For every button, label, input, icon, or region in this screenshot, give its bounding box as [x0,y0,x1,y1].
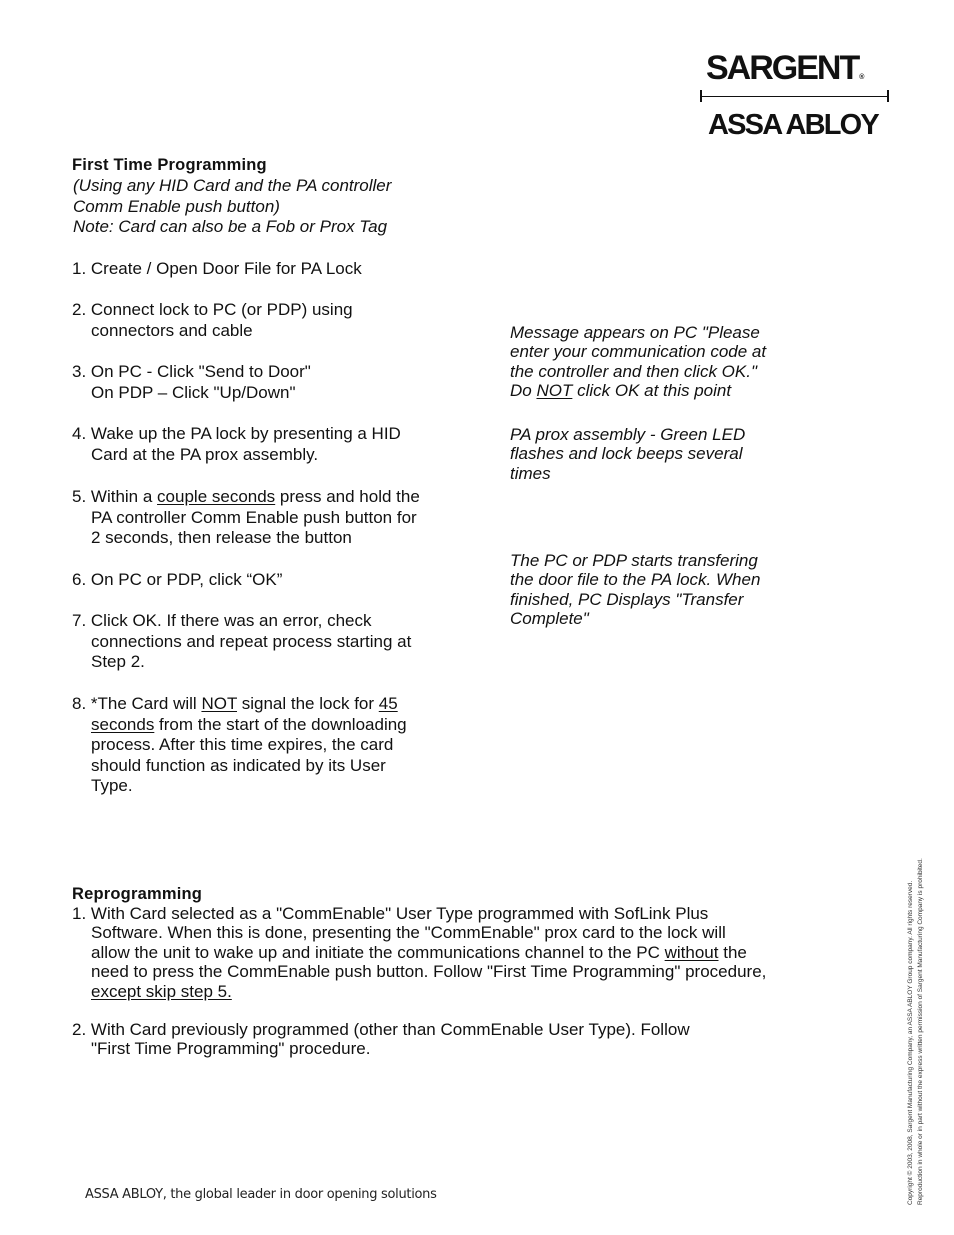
reprogramming-line: 1. With Card selected as a "CommEnable" User Type programmed with SofLink Plus [72,904,709,923]
reprogramming-line: 2. With Card previously programmed (other than CommEnable User Type). Follow [72,1020,690,1039]
note-transfer [510,551,760,628]
note-line: the door file to the PA lock. When [510,570,761,590]
reprogramming-text: allow the unit to wake up and initiate the communications channel to the PC [91,942,665,962]
reprogramming-line: "First Time Programming" procedure. [91,1039,371,1059]
step-5-underlined: couple seconds [157,487,276,506]
reprogramming-line: need to press the CommEnable push button. Follow "First Time Programming" procedure, [91,962,767,982]
note-line: the controller and then click OK." [510,361,757,381]
note-line: enter your communication code at [510,342,767,362]
step-5-line: 2 seconds, then release the button [91,528,352,547]
step-8-text: 8. *The Card will [72,694,202,713]
sargent-logo [706,48,863,88]
note-text: click OK at this point [572,380,732,400]
step-8-underlined: NOT [201,694,238,713]
copyright-line: Reproduction in whole or in part without the express written permission of Sargent Manufacturing Company is prohibited. [917,858,924,1205]
reprogramming-underlined: except skip step 5. [91,981,232,1001]
reprogramming-underlined: without [664,942,719,962]
step-7-line: Step 2. [91,652,145,671]
first-time-heading: First Time Programming [72,156,267,174]
step-8-underlined: seconds [91,714,155,734]
step-6: 6. On PC or PDP, click “OK” [72,570,283,589]
note-line: times [510,463,551,483]
step-1: 1. Create / Open Door File for PA Lock [72,259,362,278]
step-5 [72,487,420,549]
reprogramming-item-2 [72,1020,690,1059]
step-8-line: Type. [91,776,133,795]
footer-tagline: ASSA ABLOY, the global leader in door opening solutions [85,1187,437,1202]
step-3 [72,362,311,403]
sargent-logo-text: SARGENT [706,49,859,87]
reprogramming-text: the [718,942,747,962]
step-2-line: connectors and cable [91,320,253,340]
reprogramming-line [72,982,766,1001]
reprogramming-item-1 [72,904,766,1001]
step-3-line: On PDP – Click "Up/Down" [91,382,296,402]
step-8-line [72,715,407,736]
note-line: Message appears on PC "Please [510,323,760,342]
step-8-line: should function as indicated by its User [91,755,386,775]
subtitle-line: Comm Enable push button) [73,196,280,216]
copyright-line: Copyright © 2003, 2008, Sargent Manufacturing Company, an ASSA ABLOY Group company. All rights reserved. [907,880,914,1205]
step-7 [72,611,411,673]
note-text: Do [510,380,537,400]
step-8-text: from the start of the downloading [154,714,407,734]
step-4 [72,424,401,465]
copyright-notice [906,785,926,1205]
first-time-subtitle [73,176,391,238]
step-8 [72,694,407,797]
step-4-line: Card at the PA prox assembly. [91,444,319,464]
logo-bracket-line [700,96,887,97]
step-2-line: 2. Connect lock to PC (or PDP) using [72,300,353,319]
subtitle-note: Note: Card can also be a Fob or Prox Tag [73,217,388,236]
reprogramming-line: Software. When this is done, presenting the "CommEnable" prox card to the lock will [91,923,726,943]
note-line: flashes and lock beeps several [510,444,743,464]
step-5-text: press and hold the [275,487,420,506]
subtitle-line: (Using any HID Card and the PA controller [73,176,392,195]
note-line [510,381,766,400]
note-line: finished, PC Displays "Transfer [510,589,744,609]
note-line: PA prox assembly - Green LED [510,425,746,444]
step-2 [72,300,353,341]
reprogramming-line [72,943,766,962]
step-4-line: 4. Wake up the PA lock by presenting a HID [72,424,401,443]
note-line: The PC or PDP starts transfering [510,551,758,570]
step-5-line [72,487,420,508]
step-7-line: 7. Click OK. If there was an error, check [72,611,372,630]
note-message [510,323,766,400]
step-7-line: connections and repeat process starting at [91,631,412,651]
registered-mark: ® [859,74,865,81]
note-prox [510,425,745,483]
note-line: Complete" [510,608,589,628]
assa-abloy-logo: ASSA ABLOY [708,109,878,141]
step-8-line: process. After this time expires, the card [91,735,394,754]
note-underlined: NOT [536,380,573,400]
step-5-text: 5. Within a [72,487,158,506]
step-8-underlined: 45 [378,694,398,713]
step-8-line [72,694,407,715]
step-3-line: 3. On PC - Click "Send to Door" [72,362,311,381]
step-8-text: signal the lock for [237,694,379,713]
reprogramming-heading: Reprogramming [72,885,203,903]
step-5-line: PA controller Comm Enable push button for [91,507,417,527]
